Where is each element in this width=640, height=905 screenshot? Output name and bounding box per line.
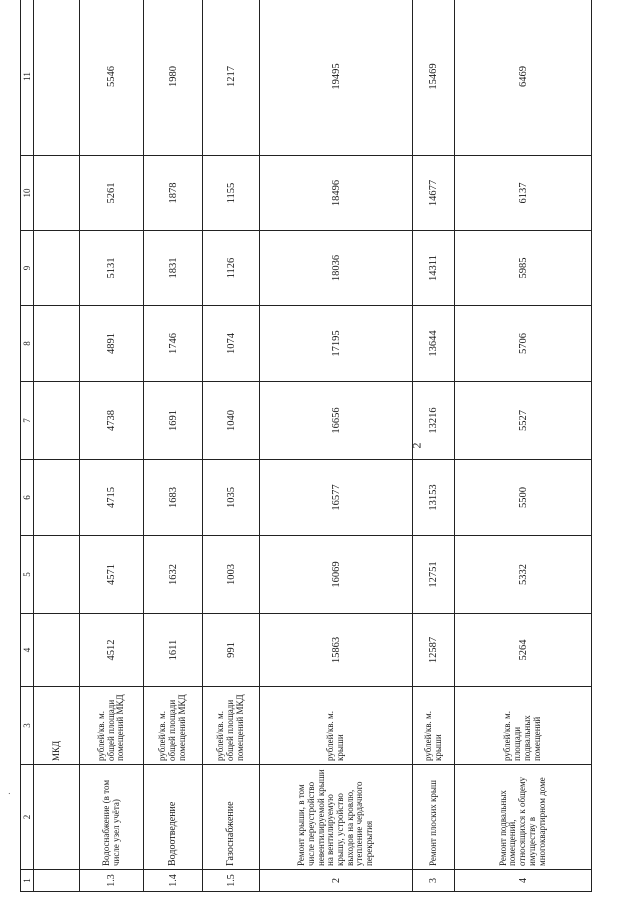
row-index: 1.5 — [203, 870, 260, 892]
column-number: 9 — [21, 231, 34, 306]
value-cell: 5261 — [80, 156, 144, 231]
value-cell — [34, 536, 80, 614]
column-number: 4 — [21, 614, 34, 687]
value-cell: 5546 — [80, 0, 144, 156]
row-index: 3 — [413, 870, 455, 892]
value-cell — [34, 156, 80, 231]
unit-of-measure: рублей/кв. м. общей площади помещений МКД — [203, 687, 260, 765]
value-cell: 17195 — [260, 306, 413, 382]
value-cell: 5527 — [455, 382, 592, 460]
column-number: 8 — [21, 306, 34, 382]
column-number: 1 — [21, 870, 34, 892]
value-cell: 12751 — [413, 536, 455, 614]
value-cell — [34, 614, 80, 687]
value-cell: 18496 — [260, 156, 413, 231]
value-cell: 5706 — [455, 306, 592, 382]
row-index: 1.3 — [80, 870, 144, 892]
row-index: 4 — [455, 870, 592, 892]
value-cell: 5500 — [455, 460, 592, 536]
column-number: 10 — [21, 156, 34, 231]
work-type: Ремонт плоских крыш — [413, 765, 455, 870]
value-cell: 1831 — [144, 231, 203, 306]
unit-of-measure: МКД — [34, 687, 80, 765]
value-cell: 4715 — [80, 460, 144, 536]
table-row — [260, 0, 413, 892]
table-container — [20, 18, 592, 892]
unit-of-measure: рублей/кв. м. площади подвальных помещений — [455, 687, 592, 765]
value-cell: 14311 — [413, 231, 455, 306]
value-cell: 991 — [203, 614, 260, 687]
value-cell: 16069 — [260, 536, 413, 614]
value-cell: 1035 — [203, 460, 260, 536]
work-type: Водоснабжение (в том числе узел учёта) — [80, 765, 144, 870]
value-cell: 1980 — [144, 0, 203, 156]
value-cell: 5131 — [80, 231, 144, 306]
value-cell: 12587 — [413, 614, 455, 687]
work-type: Ремонт подвальных помещений, относящихся к общему имуществу в многоквартирном доме — [455, 765, 592, 870]
column-number: 11 — [21, 0, 34, 156]
table-row — [144, 0, 203, 892]
value-cell: 15863 — [260, 614, 413, 687]
value-cell: 1611 — [144, 614, 203, 687]
value-cell — [34, 306, 80, 382]
value-cell: 13216 — [413, 382, 455, 460]
row-index: 1.4 — [144, 870, 203, 892]
value-cell: 13644 — [413, 306, 455, 382]
value-cell — [34, 0, 80, 156]
value-cell: 18036 — [260, 231, 413, 306]
scan-mark: . — [1, 792, 13, 795]
value-cell: 6469 — [455, 0, 592, 156]
value-cell — [34, 382, 80, 460]
work-type: Водоотведение — [144, 765, 203, 870]
value-cell: 5264 — [455, 614, 592, 687]
work-type — [34, 765, 80, 870]
value-cell: 14677 — [413, 156, 455, 231]
value-cell: 1691 — [144, 382, 203, 460]
value-cell: 4738 — [80, 382, 144, 460]
value-cell: 19495 — [260, 0, 413, 156]
value-cell: 1074 — [203, 306, 260, 382]
value-cell: 1040 — [203, 382, 260, 460]
value-cell: 6137 — [455, 156, 592, 231]
value-cell: 1683 — [144, 460, 203, 536]
value-cell: 16577 — [260, 460, 413, 536]
value-cell: 1632 — [144, 536, 203, 614]
unit-of-measure: рублей/кв. м. крыши — [413, 687, 455, 765]
row-index: 2 — [260, 870, 413, 892]
column-number: 6 — [21, 460, 34, 536]
value-cell: 16656 — [260, 382, 413, 460]
table-row — [80, 0, 144, 892]
table-row — [34, 0, 80, 892]
column-number: 5 — [21, 536, 34, 614]
value-cell: 1126 — [203, 231, 260, 306]
table-row — [203, 0, 260, 892]
page-number: 2 — [409, 442, 424, 449]
row-index — [34, 870, 80, 892]
value-cell: 1155 — [203, 156, 260, 231]
cost-table — [20, 0, 592, 892]
value-cell: 5985 — [455, 231, 592, 306]
unit-of-measure: рублей/кв. м. крыши — [260, 687, 413, 765]
work-type: Ремонт крыши, в том числе переустройство невентилируемой крыши на вентилируемую крышу, устройство выходов на кровлю, утепление чердачного перекрытия — [260, 765, 413, 870]
value-cell: 4512 — [80, 614, 144, 687]
column-number: 2 — [21, 765, 34, 870]
value-cell — [34, 460, 80, 536]
value-cell: 13153 — [413, 460, 455, 536]
column-number-row — [21, 0, 34, 892]
column-number: 7 — [21, 382, 34, 460]
value-cell: 4891 — [80, 306, 144, 382]
unit-of-measure: рублей/кв. м. общей площади помещений МКД — [144, 687, 203, 765]
work-type: Газоснабжение — [203, 765, 260, 870]
value-cell: 5332 — [455, 536, 592, 614]
table-row — [413, 0, 455, 892]
table-row — [455, 0, 592, 892]
value-cell: 1003 — [203, 536, 260, 614]
value-cell: 1746 — [144, 306, 203, 382]
value-cell: 15469 — [413, 0, 455, 156]
value-cell — [34, 231, 80, 306]
value-cell: 4571 — [80, 536, 144, 614]
value-cell: 1878 — [144, 156, 203, 231]
column-number: 3 — [21, 687, 34, 765]
value-cell: 1217 — [203, 0, 260, 156]
unit-of-measure: рублей/кв. м. общей площади помещений МКД — [80, 687, 144, 765]
